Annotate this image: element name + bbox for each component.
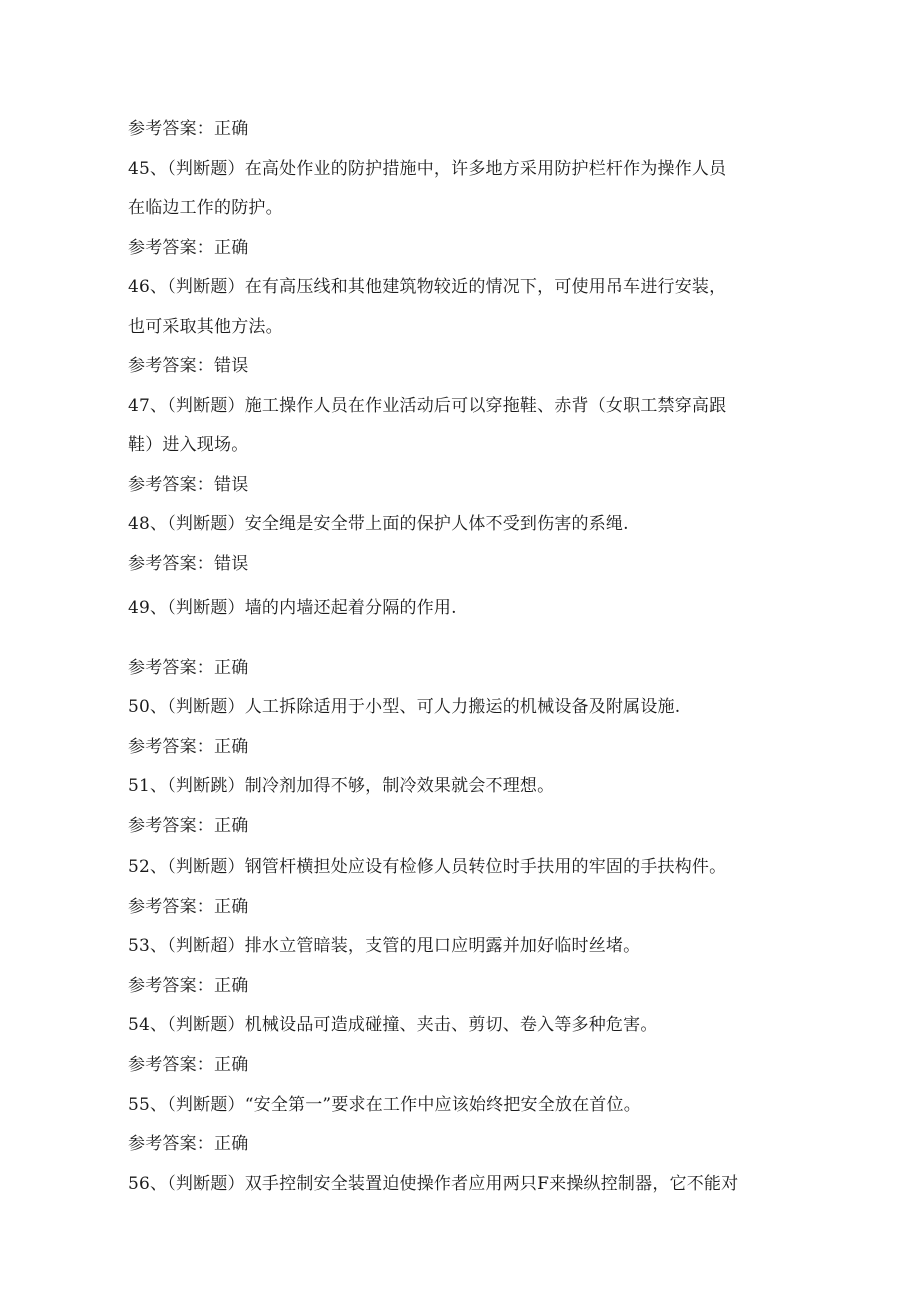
answer-line-45: 参考答案：正确 [128,238,249,258]
question-47-line-1: 47、（判断题）施工操作人员在作业活动后可以穿拖鞋、赤背（女职工禁穿高跟 [128,396,727,416]
answer-line-54: 参考答案：正确 [128,1055,249,1075]
question-52: 52、（判断题）钢管杆横担处应设有检修人员转位时手扶用的牢固的手扶构件。 [128,857,727,877]
answer-line-51: 参考答案：正确 [128,816,249,836]
question-49: 49、（判断题）墙的内墙还起着分隔的作用. [128,598,457,618]
question-55: 55、（判断题）“安全第一”要求在工作中应该始终把安全放在首位。 [128,1095,641,1115]
question-48: 48、（判断题）安全绳是安全带上面的保护人体不受到伤害的系绳. [128,514,629,534]
answer-line-48: 参考答案：错误 [128,554,249,574]
question-51: 51、（判断跳）制冷剂加得不够，制冷效果就会不理想。 [128,776,555,796]
answer-line-47: 参考答案：错误 [128,475,249,495]
answer-line-55: 参考答案：正确 [128,1134,249,1154]
question-54: 54、（判断题）机械设品可造成碰撞、夹击、剪切、卷入等多种危害。 [128,1015,658,1035]
answer-line-46: 参考答案：错误 [128,356,249,376]
answer-line-44: 参考答案：正确 [128,119,249,139]
question-45-line-1: 45、（判断题）在高处作业的防护措施中，许多地方采用防护栏杆作为操作人员 [128,159,727,179]
question-56-line-1: 56、（判断题）双手控制安全装置迫使操作者应用两只F来操纵控制器，它不能对 [128,1174,739,1194]
answer-line-50: 参考答案：正确 [128,737,249,757]
question-46-line-1: 46、（判断题）在有高压线和其他建筑物较近的情况下，可使用吊车进行安装， [128,277,727,297]
question-53: 53、（判断超）排水立管暗装，支管的甩口应明露并加好临时丝堵。 [128,936,641,956]
question-50: 50、（判断题）人工拆除适用于小型、可人力搬运的机械设备及附属设施. [128,697,681,717]
question-45-line-2: 在临边工作的防护。 [128,198,283,218]
answer-line-49: 参考答案：正确 [128,658,249,678]
question-47-line-2: 鞋）进入现场。 [128,435,249,455]
answer-line-53: 参考答案：正确 [128,976,249,996]
question-46-line-2: 也可采取其他方法。 [128,317,283,337]
answer-line-52: 参考答案：正确 [128,897,249,917]
